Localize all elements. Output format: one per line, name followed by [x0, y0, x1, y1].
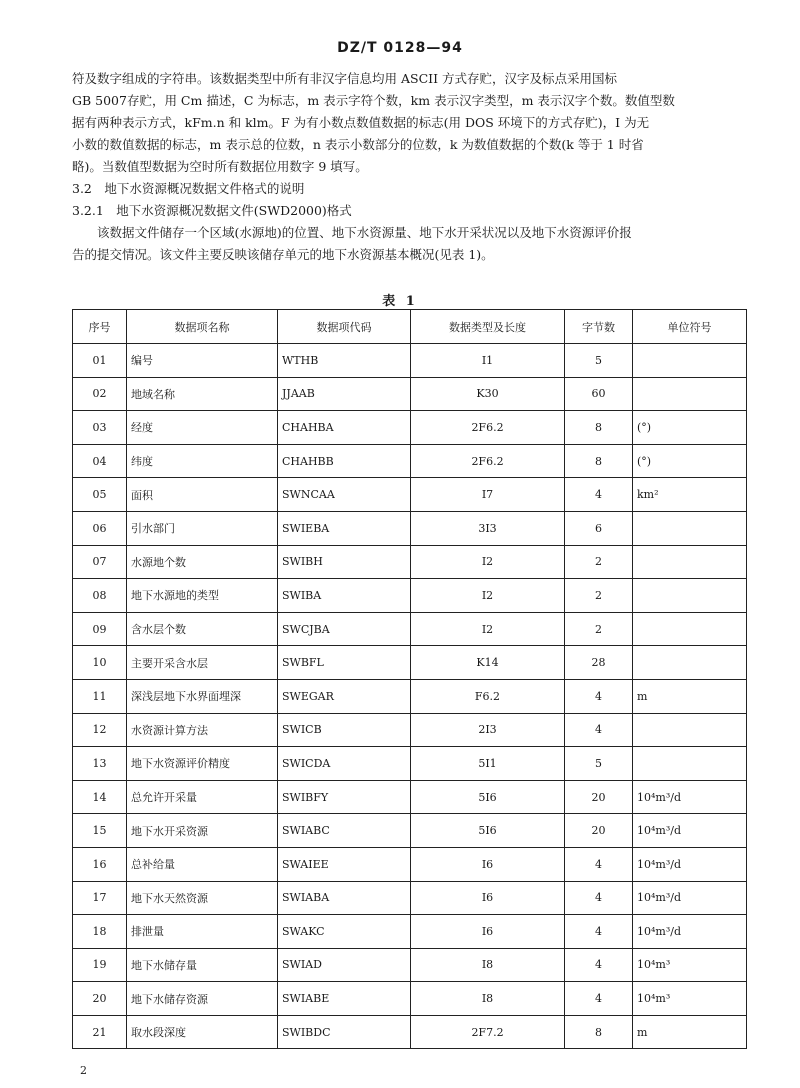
item-code-cell: SWAKC	[278, 915, 411, 949]
item-code-cell: SWIBH	[278, 545, 411, 579]
data-type-length-cell: K14	[411, 646, 565, 680]
item-code-cell: SWIABC	[278, 814, 411, 848]
byte-count-cell: 8	[565, 444, 633, 478]
item-name-cell: 经度	[127, 411, 278, 445]
row-number-cell: 17	[73, 881, 127, 915]
table-row	[73, 478, 747, 512]
byte-count-cell: 28	[565, 646, 633, 680]
byte-count-cell: 5	[565, 747, 633, 781]
byte-count-cell: 4	[565, 915, 633, 949]
unit-symbol-cell	[633, 511, 747, 545]
unit-symbol-cell: 10⁴m³/d	[633, 915, 747, 949]
data-type-length-cell: 2I3	[411, 713, 565, 747]
item-name-cell: 引水部门	[127, 511, 278, 545]
byte-count-cell: 20	[565, 780, 633, 814]
table-header-row	[73, 310, 747, 344]
item-code-cell: SWAIEE	[278, 847, 411, 881]
data-type-length-cell: 3I3	[411, 511, 565, 545]
row-number-cell: 03	[73, 411, 127, 445]
data-type-length-cell: I8	[411, 982, 565, 1016]
item-code-cell: SWIBDC	[278, 1015, 411, 1049]
item-name-cell: 主要开采含水层	[127, 646, 278, 680]
unit-symbol-cell: 10⁴m³	[633, 982, 747, 1016]
byte-count-cell: 4	[565, 847, 633, 881]
unit-symbol-cell	[633, 612, 747, 646]
item-name-cell: 总补给量	[127, 847, 278, 881]
item-code-cell: SWIABA	[278, 881, 411, 915]
table-body	[73, 344, 747, 1049]
item-name-cell: 地下水储存量	[127, 948, 278, 982]
row-number-cell: 12	[73, 713, 127, 747]
column-header: 数据项代码	[278, 310, 411, 344]
byte-count-cell: 60	[565, 377, 633, 411]
data-type-length-cell: I2	[411, 579, 565, 613]
data-type-length-cell: 2F6.2	[411, 411, 565, 445]
item-code-cell: SWNCAA	[278, 478, 411, 512]
data-type-length-cell: F6.2	[411, 679, 565, 713]
data-type-length-cell: 2F7.2	[411, 1015, 565, 1049]
data-table	[72, 309, 747, 1049]
byte-count-cell: 4	[565, 881, 633, 915]
data-type-length-cell: I2	[411, 545, 565, 579]
table-row	[73, 679, 747, 713]
table-title: 表 1	[382, 294, 418, 309]
item-name-cell: 面积	[127, 478, 278, 512]
table-row	[73, 747, 747, 781]
intro-line: 小数的数值数据的标志，m 表示总的位数，n 表示小数部分的位数，k 为数值数据的个数(k 等于 1 时省	[72, 137, 644, 152]
item-code-cell: SWIBFY	[278, 780, 411, 814]
section-heading-3-2-1: 3.2.1 地下水资源概况数据文件(SWD2000)格式	[72, 203, 352, 218]
item-name-cell: 水资源计算方法	[127, 713, 278, 747]
unit-symbol-cell: 10⁴m³/d	[633, 780, 747, 814]
unit-symbol-cell	[633, 579, 747, 613]
table-row	[73, 881, 747, 915]
unit-symbol-cell: 10⁴m³/d	[633, 847, 747, 881]
table-row	[73, 511, 747, 545]
data-type-length-cell: 5I6	[411, 814, 565, 848]
item-name-cell: 地下水储存资源	[127, 982, 278, 1016]
row-number-cell: 13	[73, 747, 127, 781]
table-row	[73, 545, 747, 579]
item-name-cell: 地下水开采资源	[127, 814, 278, 848]
table-row	[73, 1015, 747, 1049]
byte-count-cell: 4	[565, 982, 633, 1016]
table-row	[73, 344, 747, 378]
table-row	[73, 982, 747, 1016]
unit-symbol-cell	[633, 377, 747, 411]
item-code-cell: JJAAB	[278, 377, 411, 411]
row-number-cell: 15	[73, 814, 127, 848]
table-row	[73, 713, 747, 747]
row-number-cell: 11	[73, 679, 127, 713]
column-header: 数据类型及长度	[411, 310, 565, 344]
section-paragraph: 该数据文件储存一个区域(水源地)的位置、地下水资源量、地下水开采状况以及地下水资源评价报	[97, 225, 632, 240]
unit-symbol-cell: (°)	[633, 411, 747, 445]
table-row	[73, 411, 747, 445]
data-type-length-cell: 2F6.2	[411, 444, 565, 478]
data-type-length-cell: I1	[411, 344, 565, 378]
column-header: 字节数	[565, 310, 633, 344]
intro-line: GB 5007存贮，用 Cm 描述，C 为标志，m 表示字符个数，km 表示汉字类型，m 表示汉字个数。数值型数	[72, 93, 675, 108]
table-row	[73, 646, 747, 680]
intro-line: 略)。当数值型数据为空时所有数据位用数字 9 填写。	[72, 159, 368, 174]
unit-symbol-cell: m	[633, 1015, 747, 1049]
row-number-cell: 05	[73, 478, 127, 512]
item-name-cell: 地下水源地的类型	[127, 579, 278, 613]
table-row	[73, 847, 747, 881]
item-code-cell: SWIABE	[278, 982, 411, 1016]
row-number-cell: 02	[73, 377, 127, 411]
row-number-cell: 19	[73, 948, 127, 982]
table-row	[73, 948, 747, 982]
unit-symbol-cell	[633, 646, 747, 680]
table-row	[73, 377, 747, 411]
item-name-cell: 含水层个数	[127, 612, 278, 646]
item-code-cell: SWIAD	[278, 948, 411, 982]
column-header: 数据项名称	[127, 310, 278, 344]
unit-symbol-cell	[633, 545, 747, 579]
data-type-length-cell: I2	[411, 612, 565, 646]
item-name-cell: 地下水天然资源	[127, 881, 278, 915]
unit-symbol-cell	[633, 344, 747, 378]
data-type-length-cell: I7	[411, 478, 565, 512]
row-number-cell: 06	[73, 511, 127, 545]
row-number-cell: 09	[73, 612, 127, 646]
data-type-length-cell: I6	[411, 915, 565, 949]
item-name-cell: 总允许开采量	[127, 780, 278, 814]
unit-symbol-cell: m	[633, 679, 747, 713]
byte-count-cell: 4	[565, 478, 633, 512]
row-number-cell: 18	[73, 915, 127, 949]
unit-symbol-cell: 10⁴m³/d	[633, 881, 747, 915]
section-paragraph: 告的提交情况。该文件主要反映该储存单元的地下水资源基本概况(见表 1)。	[72, 247, 494, 262]
table-row	[73, 612, 747, 646]
byte-count-cell: 4	[565, 713, 633, 747]
row-number-cell: 07	[73, 545, 127, 579]
item-name-cell: 编号	[127, 344, 278, 378]
item-code-cell: SWCJBA	[278, 612, 411, 646]
item-name-cell: 排泄量	[127, 915, 278, 949]
byte-count-cell: 4	[565, 679, 633, 713]
byte-count-cell: 8	[565, 411, 633, 445]
item-name-cell: 深浅层地下水界面埋深	[127, 679, 278, 713]
unit-symbol-cell	[633, 747, 747, 781]
data-type-length-cell: 5I6	[411, 780, 565, 814]
intro-line: 据有两种表示方式，kFm.n 和 klm。F 为有小数点数值数据的标志(用 DOS 环境下的方式存贮)，I 为无	[72, 115, 650, 130]
data-type-length-cell: I8	[411, 948, 565, 982]
item-code-cell: SWIEBA	[278, 511, 411, 545]
page-number: 2	[80, 1064, 87, 1077]
item-code-cell: SWEGAR	[278, 679, 411, 713]
table-row	[73, 579, 747, 613]
column-header: 单位符号	[633, 310, 747, 344]
byte-count-cell: 4	[565, 948, 633, 982]
item-name-cell: 取水段深度	[127, 1015, 278, 1049]
table-row	[73, 915, 747, 949]
item-name-cell: 水源地个数	[127, 545, 278, 579]
data-type-length-cell: I6	[411, 847, 565, 881]
row-number-cell: 21	[73, 1015, 127, 1049]
unit-symbol-cell: 10⁴m³	[633, 948, 747, 982]
item-code-cell: CHAHBB	[278, 444, 411, 478]
unit-symbol-cell: (°)	[633, 444, 747, 478]
byte-count-cell: 8	[565, 1015, 633, 1049]
data-type-length-cell: 5I1	[411, 747, 565, 781]
data-type-length-cell: K30	[411, 377, 565, 411]
unit-symbol-cell	[633, 713, 747, 747]
item-name-cell: 地域名称	[127, 377, 278, 411]
row-number-cell: 14	[73, 780, 127, 814]
row-number-cell: 04	[73, 444, 127, 478]
row-number-cell: 20	[73, 982, 127, 1016]
unit-symbol-cell: km²	[633, 478, 747, 512]
item-code-cell: WTHB	[278, 344, 411, 378]
intro-line: 符及数字组成的字符串。该数据类型中所有非汉字信息均用 ASCII 方式存贮，汉字及标点采用国标	[72, 71, 617, 86]
column-header: 序号	[73, 310, 127, 344]
row-number-cell: 08	[73, 579, 127, 613]
byte-count-cell: 2	[565, 579, 633, 613]
data-type-length-cell: I6	[411, 881, 565, 915]
byte-count-cell: 2	[565, 612, 633, 646]
table-row	[73, 780, 747, 814]
item-code-cell: SWIBA	[278, 579, 411, 613]
item-code-cell: SWICDA	[278, 747, 411, 781]
unit-symbol-cell: 10⁴m³/d	[633, 814, 747, 848]
byte-count-cell: 6	[565, 511, 633, 545]
item-code-cell: CHAHBA	[278, 411, 411, 445]
item-code-cell: SWBFL	[278, 646, 411, 680]
row-number-cell: 16	[73, 847, 127, 881]
section-heading-3-2: 3.2 地下水资源概况数据文件格式的说明	[72, 181, 305, 196]
table-row	[73, 444, 747, 478]
table-row	[73, 814, 747, 848]
item-code-cell: SWICB	[278, 713, 411, 747]
byte-count-cell: 20	[565, 814, 633, 848]
row-number-cell: 01	[73, 344, 127, 378]
body-text	[72, 68, 744, 266]
page-header: DZ/T 0128—94	[337, 40, 463, 56]
item-name-cell: 纬度	[127, 444, 278, 478]
byte-count-cell: 5	[565, 344, 633, 378]
item-name-cell: 地下水资源评价精度	[127, 747, 278, 781]
byte-count-cell: 2	[565, 545, 633, 579]
row-number-cell: 10	[73, 646, 127, 680]
